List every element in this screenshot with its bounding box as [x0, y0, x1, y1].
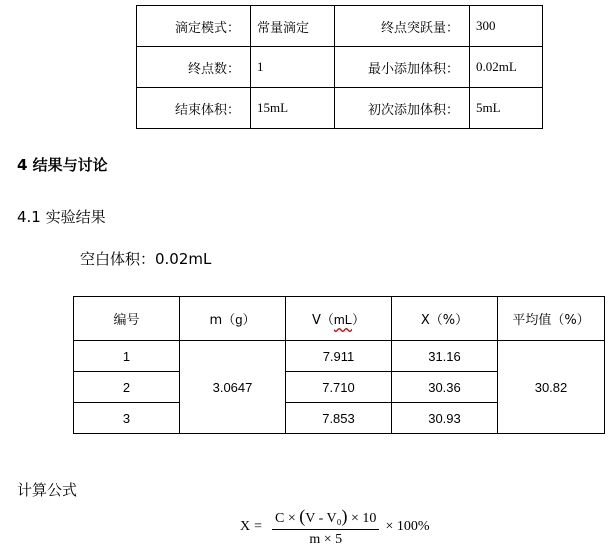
formula-fraction [272, 506, 379, 548]
params-row [137, 88, 543, 129]
param-value: 0.02mL [470, 47, 543, 88]
results-table [73, 296, 605, 434]
param-label: 结束体积： [137, 88, 251, 129]
formula-equals: = [254, 519, 263, 534]
param-value: 300 [470, 6, 543, 47]
formula-lhs: X [240, 519, 251, 534]
formula-tail: × 100% [385, 519, 430, 534]
param-label: 初次添加体积： [335, 88, 470, 129]
cell-id: 3 [74, 403, 180, 434]
header-x: X（%） [392, 297, 498, 341]
param-value: 15mL [251, 88, 335, 129]
cell-x: 30.36 [392, 372, 498, 403]
cell-average: 30.82 [498, 341, 605, 434]
param-value: 1 [251, 47, 335, 88]
blank-volume-text: 空白体积：0.02mL [80, 250, 212, 268]
header-mass-suffix: ） [242, 313, 256, 328]
cell-volume: 7.853 [286, 403, 392, 434]
formula-numerator [272, 506, 379, 530]
formula [240, 506, 430, 548]
cell-x: 31.16 [392, 341, 498, 372]
results-header-row [74, 297, 605, 341]
params-row [137, 6, 543, 47]
cell-volume: 7.710 [286, 372, 392, 403]
formula-num-pre: C × [275, 511, 300, 526]
cell-x: 30.93 [392, 403, 498, 434]
header-volume-prefix: V（ [312, 313, 334, 328]
titration-params-table [136, 5, 543, 129]
param-label: 滴定模式： [137, 6, 251, 47]
subsection-heading: 4.1 实验结果 [17, 208, 106, 226]
formula-paren-close: ) [341, 506, 348, 526]
calc-heading: 计算公式 [17, 481, 78, 499]
header-volume [286, 297, 392, 341]
formula-num-post: × 10 [347, 511, 377, 526]
header-average: 平均值（%） [498, 297, 605, 341]
param-label: 终点数： [137, 47, 251, 88]
cell-id: 1 [74, 341, 180, 372]
header-mass [180, 297, 286, 341]
param-label: 最小添加体积： [335, 47, 470, 88]
header-id: 编号 [74, 297, 180, 341]
cell-id: 2 [74, 372, 180, 403]
param-value: 5mL [470, 88, 543, 129]
formula-num-mid: V - V₀ [305, 511, 342, 526]
param-value [251, 6, 335, 47]
header-mass-unit: g [235, 312, 243, 327]
section-heading: 4 结果与讨论 [17, 156, 108, 174]
cell-volume: 7.911 [286, 341, 392, 372]
table-row [74, 341, 605, 372]
header-volume-suffix: ） [351, 313, 365, 328]
header-volume-unit: mL [333, 312, 352, 327]
formula-denominator: m × 5 [309, 532, 343, 547]
cell-mass: 3.0647 [180, 341, 286, 434]
formula-paren-open: ( [299, 506, 306, 526]
header-mass-prefix: m（ [209, 313, 236, 328]
param-value-text: 常量滴定 [257, 20, 310, 36]
param-label: 终点突跃量： [335, 6, 470, 47]
params-row [137, 47, 543, 88]
